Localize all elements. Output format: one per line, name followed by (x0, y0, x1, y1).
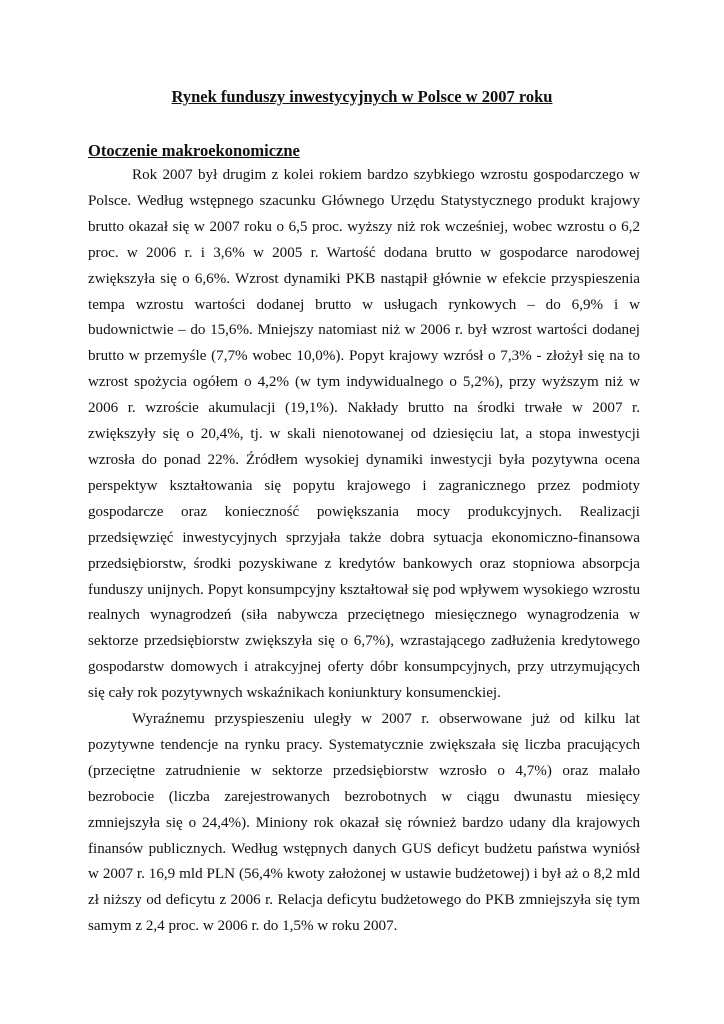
section-body (88, 163, 640, 940)
section-heading: Otoczenie makroekonomiczne (88, 141, 300, 160)
paragraph-1: Rok 2007 był drugim z kolei rokiem bardzo szybkiego wzrostu gospodarczego w Polsce. Według wstępnego szacunku Głównego Urzędu Statystycznego produkt krajowy brutto okazał się w 2007 roku o 6,5 proc. wyższy niż rok wcześniej, wobec wzrostu o 6,2 proc. w 2006 r. i 3,6% w 2005 r. Wartość dodana brutto w gospodarce narodowej zwiększyła się o 6,6%. Wzrost dynamiki PKB nastąpił głównie w efekcie przyspieszenia tempa wzrostu wartości dodanej brutto w usługach rynkowych – do 6,9% i w budownictwie – do 15,6%. Mniejszy natomiast niż w 2006 r. był wzrost wartości dodanej brutto w przemyśle (7,7% wobec 10,0%). Popyt krajowy wzrósł o 7,3% - złożył się na to wzrost spożycia ogółem o 4,2% (w tym indywidualnego o 5,2%), przy wyższym niż w 2006 r. wzroście akumulacji (19,1%). Nakłady brutto na środki trwałe w 2007 r. zwiększyły się o 20,4%, tj. w skali nienotowanej od dziesięciu lat, a stopa inwestycji wzrosła do ponad 22%. Źródłem wysokiej dynamiki inwestycji była pozytywna ocena perspektyw kształtowania się popytu krajowego i zagranicznego przez podmioty gospodarcze oraz konieczność powiększania mocy produkcyjnych. Realizacji przedsięwzięć inwestycyjnych sprzyjała także dobra sytuacja ekonomiczno-finansowa przedsiębiorstw, środki pozyskiwane z kredytów bankowych oraz stopniowa absorpcja funduszy unijnych. Popyt konsumpcyjny kształtował się pod wpływem wysokiego wzrostu realnych wynagrodzeń (siła nabywcza przeciętnego miesięcznego wynagrodzenia w sektorze przedsiębiorstw zwiększyła się o 6,7%), wzrastającego zadłużenia kredytowego gospodarstw domowych i atrakcyjnej oferty dóbr konsumpcyjnych, przy utrzymujących się cały rok pozytywnych wskaźnikach koniunktury konsumenckiej. (88, 167, 640, 702)
paragraph-2: Wyraźnemu przyspieszeniu uległy w 2007 r. obserwowane już od kilku lat pozytywne tendencje na rynku pracy. Systematycznie zwiększała się liczba pracujących (przeciętne zatrudnienie w sektorze przedsiębiorstw wzrosło o 4,7%) oraz malało bezrobocie (liczba zarejestrowanych bezrobotnych w ciągu dwunastu miesięcy zmniejszyła się o 24,4%). Miniony rok okazał się również bardzo udany dla krajowych finansów publicznych. Według wstępnych danych GUS deficyt budżetu państwa wyniósł w 2007 r. 16,9 mld PLN (56,4% kwoty założonej w ustawie budżetowej) i był aż o 8,2 mld zł niższy od deficytu z 2006 r. Relacja deficytu budżetowego do PKB zmniejszyła się tym samym z 2,4 proc. w 2006 r. do 1,5% w roku 2007. (88, 711, 640, 935)
document-title: Rynek funduszy inwestycyjnych w Polsce w 2007 roku (171, 87, 553, 106)
